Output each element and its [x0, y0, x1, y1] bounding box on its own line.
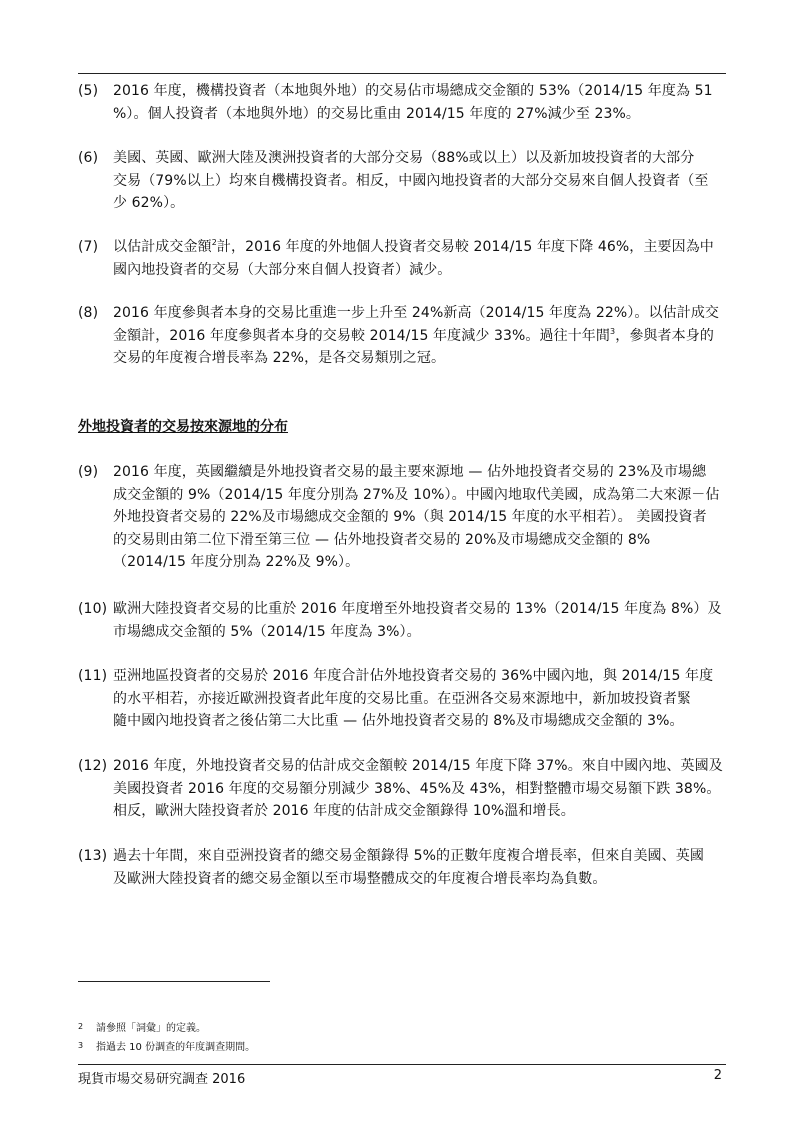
footnote-3 — [78, 1039, 255, 1055]
paragraph-6 — [78, 147, 728, 215]
paragraph-12 — [78, 755, 728, 823]
paragraph-line: 美國、英國、歐洲大陸及澳洲投資者的大部分交易（88%或以上）以及新加坡投資者的大部分 — [113, 150, 695, 166]
paragraph-line: 相反，歐洲大陸投資者於 2016 年度的估計成交金額錄得 10%溫和增長。 — [113, 803, 575, 819]
paragraph-line: 2016 年度，外地投資者交易的估計成交金額較 2014/15 年度下降 37%。來自中國內地、英國及 — [113, 758, 723, 774]
paragraph-number: (6) — [78, 150, 99, 166]
footnote-ref-3: 3 — [610, 326, 616, 336]
paragraph-line: 的交易則由第二位下滑至第三位 — 佔外地投資者交易的 20%及市場總成交金額的 8% — [113, 531, 651, 548]
paragraph-line: 2016 年度參與者本身的交易比重進一步上升至 24%新高（2014/15 年度為 22%）。以估計成交 — [113, 305, 720, 321]
paragraph-number: (7) — [78, 239, 99, 255]
paragraph-10 — [78, 598, 728, 643]
paragraph-number: (9) — [78, 464, 99, 480]
footnote-text: 請參照「詞彙」的定義。 — [96, 1023, 206, 1034]
paragraph-line: %）。個人投資者（本地與外地）的交易比重由 2014/15 年度的 27%減少至 23%。 — [113, 105, 640, 122]
paragraph-13 — [78, 845, 728, 890]
paragraph-line: （2014/15 年度分別為 22%及 9%）。 — [113, 554, 360, 570]
page-number: 2 — [713, 1068, 722, 1083]
footnote-number: 2 — [78, 1022, 84, 1031]
footer-title: 現貨市場交易研究調查 2016 — [78, 1072, 246, 1087]
footnote-text: 指過去 10 份調查的年度調查期間。 — [96, 1042, 256, 1053]
header-rule — [78, 73, 726, 74]
text-run: 以估計成交金額 — [113, 239, 212, 255]
footnote-ref-2: 2 — [211, 238, 217, 247]
paragraph-line: 2016 年度，英國繼續是外地投資者交易的最主要來源地 — 佔外地投資者交易的 23%及市場總 — [113, 464, 707, 480]
paragraph-line: 過去十年間，來自亞洲投資者的總交易金額錄得 5%的正數年度複合增長率，但來自美國、英國 — [113, 848, 704, 864]
paragraph-line: 美國投資者 2016 年度的交易額分別減少 38%、45%及 43%，相對整體市場交易額下跌 38%。 — [113, 780, 721, 797]
paragraph-line: 外地投資者交易的 22%及市場總成交金額的 9%（與 2014/15 年度的水平相若）。 美國投資者 — [113, 509, 707, 525]
footnote-2 — [78, 1020, 206, 1036]
text-run: 計，2016 年度的外地個人投資者交易較 2014/15 年度下降 46%，主要因為中 — [216, 239, 714, 255]
text-run: 金額計，2016 年度參與者本身的交易較 2014/15 年度減少 33%。過往十年間 — [113, 327, 611, 344]
paragraph-number: (12) — [78, 758, 108, 774]
paragraph-8 — [78, 302, 728, 370]
section-heading: 外地投資者的交易按來源地的分布 — [78, 419, 288, 435]
paragraph-5 — [78, 80, 728, 125]
paragraph-number: (11) — [78, 668, 108, 684]
paragraph-line: 交易（79%以上）均來自機構投資者。相反，中國內地投資者的大部分交易來自個人投資者（至 — [113, 172, 709, 189]
paragraph-line: 的水平相若，亦接近歐洲投資者此年度的交易比重。在亞洲各交易來源地中，新加坡投資者緊 — [113, 690, 692, 707]
paragraph-11 — [78, 665, 728, 733]
text-run: ，參與者本身的 — [615, 327, 714, 344]
paragraph-line — [113, 236, 728, 259]
paragraph-7 — [78, 236, 728, 281]
paragraph-number: (13) — [78, 848, 108, 864]
paragraph-line: 交易的年度複合增長率為 22%，是各交易類別之冠。 — [113, 350, 446, 366]
paragraph-number: (8) — [78, 305, 99, 321]
paragraph-number: (10) — [78, 601, 108, 617]
footnote-number: 3 — [78, 1041, 84, 1050]
paragraph-number: (5) — [78, 83, 99, 99]
paragraph-line: 國內地投資者的交易（大部分來自個人投資者）減少。 — [113, 261, 452, 278]
paragraph-line: 成交金額的 9%（2014/15 年度分別為 27%及 10%）。中國內地取代美國，成為第二大來源－佔 — [113, 486, 720, 503]
footnote-rule — [78, 981, 270, 982]
paragraph-line: 隨中國內地投資者之後佔第二大比重 — 佔外地投資者交易的 8%及市場總成交金額的 3%。 — [113, 713, 684, 729]
paragraph-line: 少 62%）。 — [113, 195, 185, 211]
paragraph-line: 市場總成交金額的 5%（2014/15 年度為 3%）。 — [113, 623, 421, 640]
paragraph-line: 歐洲大陸投資者交易的比重於 2016 年度增至外地投資者交易的 13%（2014/15 年度為 8%）及 — [113, 601, 722, 617]
paragraph-9 — [78, 461, 728, 574]
paragraph-line: 亞洲地區投資者的交易於 2016 年度合計佔外地投資者交易的 36%中國內地，與 2014/15 年度 — [113, 668, 714, 684]
paragraph-line: 及歐洲大陸投資者的總交易金額以至市場整體成交的年度複合增長率均為負數。 — [113, 870, 607, 887]
paragraph-line — [113, 325, 728, 348]
footer-rule — [78, 1064, 726, 1065]
paragraph-line: 2016 年度，機構投資者（本地與外地）的交易佔市場總成交金額的 53%（2014/15 年度為 51 — [113, 83, 713, 99]
